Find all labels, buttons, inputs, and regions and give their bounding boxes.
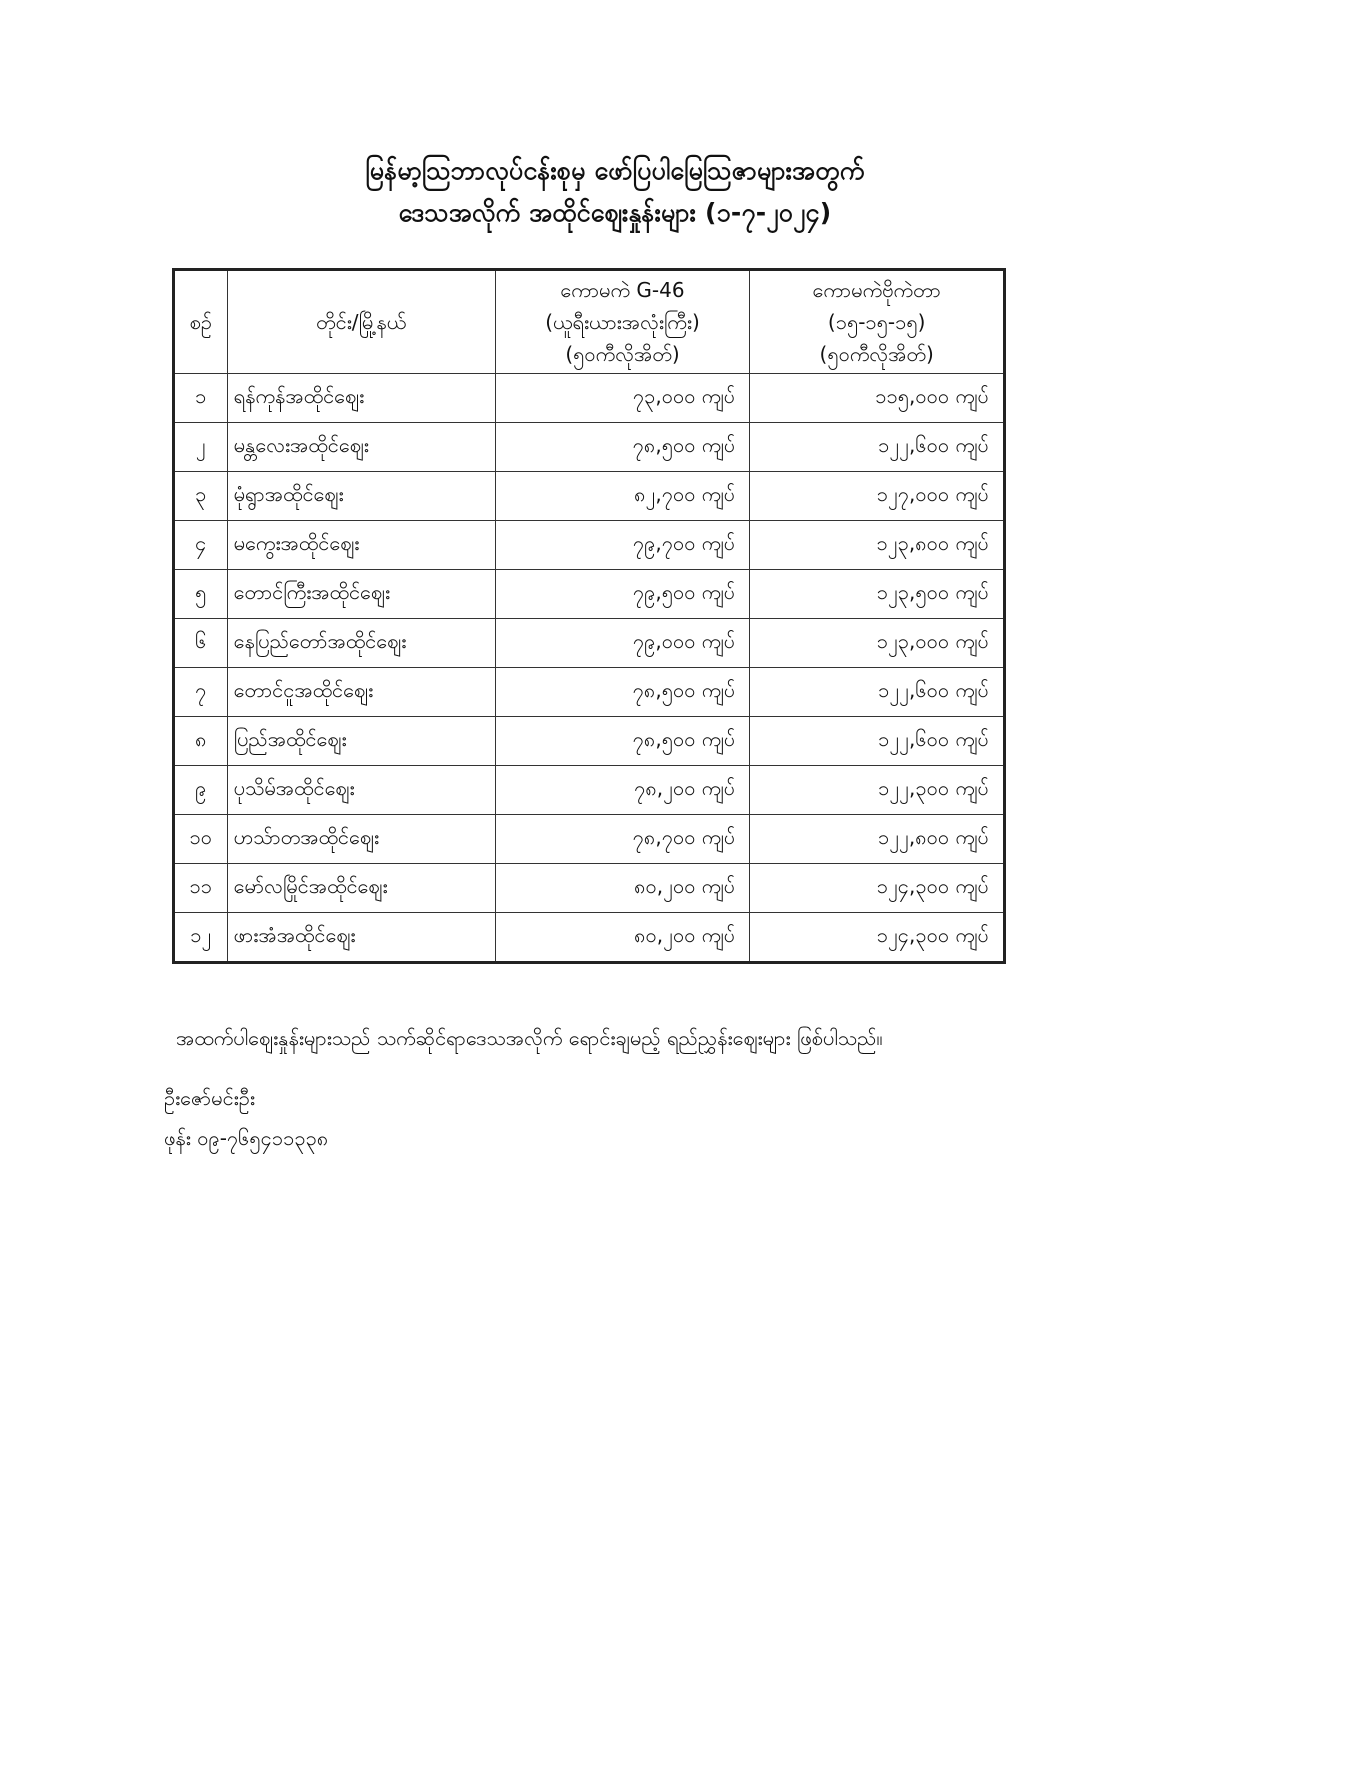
row-price-g46: ၈၀,၂၀၀ ကျပ်	[495, 864, 750, 913]
header-g46	[495, 270, 750, 374]
row-number: ၄	[174, 521, 228, 570]
row-price-compound: ၁၂၃,၅၀၀ ကျပ်	[750, 570, 1005, 619]
table-row	[174, 864, 1005, 913]
row-region: ပြည်အထိုင်ဈေး	[227, 717, 495, 766]
row-number: ၆	[174, 619, 228, 668]
note-text: အထက်ပါဈေးနှုန်းများသည် သက်ဆိုင်ရာဒေသအလိုက် ရောင်းချမည့် ရည်ညွှန်းဈေးများ ဖြစ်ပါသည်။	[176, 1026, 883, 1050]
table-header-row	[174, 270, 1005, 374]
row-number: ၉	[174, 766, 228, 815]
row-price-g46: ၇၈,၅၀၀ ကျပ်	[495, 668, 750, 717]
row-number: ၁၂	[174, 913, 228, 963]
row-price-compound: ၁၂၂,၃၀၀ ကျပ်	[750, 766, 1005, 815]
row-region: ဟသ်ာတအထိုင်ဈေး	[227, 815, 495, 864]
row-price-compound: ၁၂၄,၃၀၀ ကျပ်	[750, 864, 1005, 913]
row-region: မန္တလေးအထိုင်ဈေး	[227, 423, 495, 472]
row-number: ၁	[174, 374, 228, 423]
table-body	[174, 374, 1005, 963]
contact-name: ဦးဇော်မင်းဦး	[164, 1086, 255, 1110]
row-number: ၇	[174, 668, 228, 717]
row-region: မော်လမြိုင်အထိုင်ဈေး	[227, 864, 495, 913]
row-price-compound: ၁၂၄,၃၀၀ ကျပ်	[750, 913, 1005, 963]
row-price-g46: ၇၃,၀၀၀ ကျပ်	[495, 374, 750, 423]
row-price-compound: ၁၂၃,၀၀၀ ကျပ်	[750, 619, 1005, 668]
row-price-g46: ၇၈,၂၀၀ ကျပ်	[495, 766, 750, 815]
row-region: မကွေးအထိုင်ဈေး	[227, 521, 495, 570]
row-number: ၅	[174, 570, 228, 619]
table-row	[174, 766, 1005, 815]
row-price-g46: ၇၈,၅၀၀ ကျပ်	[495, 423, 750, 472]
table-row	[174, 668, 1005, 717]
row-price-compound: ၁၂၂,၆၀၀ ကျပ်	[750, 423, 1005, 472]
table-row	[174, 619, 1005, 668]
row-price-g46: ၇၉,၇၀၀ ကျပ်	[495, 521, 750, 570]
row-region: ဖားအံအထိုင်ဈေး	[227, 913, 495, 963]
table-row	[174, 472, 1005, 521]
row-price-compound: ၁၂၂,၈၀၀ ကျပ်	[750, 815, 1005, 864]
price-table	[172, 268, 1006, 964]
header-g46-line-1: ကောမကဲ G-46	[560, 278, 685, 302]
row-price-g46: ၇၉,၀၀၀ ကျပ်	[495, 619, 750, 668]
table-row	[174, 374, 1005, 423]
header-compound-line-2: (၁၅-၁၅-၁၅)	[827, 310, 926, 334]
row-price-compound: ၁၂၃,၈၀၀ ကျပ်	[750, 521, 1005, 570]
table-row	[174, 521, 1005, 570]
row-region: ပုသိမ်အထိုင်ဈေး	[227, 766, 495, 815]
row-region: ရန်ကုန်အထိုင်ဈေး	[227, 374, 495, 423]
document-title	[0, 150, 1230, 234]
row-price-compound: ၁၂၇,၀၀၀ ကျပ်	[750, 472, 1005, 521]
row-number: ၁၁	[174, 864, 228, 913]
row-price-g46: ၈၀,၂၀၀ ကျပ်	[495, 913, 750, 963]
table-row	[174, 423, 1005, 472]
row-price-compound: ၁၂၂,၆၀၀ ကျပ်	[750, 717, 1005, 766]
title-line-2: ဒေသအလိုက် အထိုင်ဈေးနှုန်းများ (၁-၇-၂၀၂၄)	[398, 198, 832, 227]
row-number: ၂	[174, 423, 228, 472]
table-row	[174, 717, 1005, 766]
header-compound	[750, 270, 1005, 374]
row-price-g46: ၇၉,၅၀၀ ကျပ်	[495, 570, 750, 619]
row-region: တောင်ကြီးအထိုင်ဈေး	[227, 570, 495, 619]
header-region: တိုင်း/မြို့နယ်	[227, 270, 495, 374]
row-price-compound: ၁၂၂,၆၀၀ ကျပ်	[750, 668, 1005, 717]
header-no: စဉ်	[174, 270, 228, 374]
header-g46-line-2: (ယူရီးယားအလုံးကြီး)	[545, 310, 700, 334]
row-price-g46: ၇၈,၅၀၀ ကျပ်	[495, 717, 750, 766]
header-g46-line-3: (၅၀ကီလိုအိတ်)	[565, 342, 680, 366]
row-price-g46: ၇၈,၇၀၀ ကျပ်	[495, 815, 750, 864]
row-number: ၈	[174, 717, 228, 766]
row-number: ၃	[174, 472, 228, 521]
row-region: နေပြည်တော်အထိုင်ဈေး	[227, 619, 495, 668]
table-row	[174, 913, 1005, 963]
row-price-g46: ၈၂,၇၀၀ ကျပ်	[495, 472, 750, 521]
row-region: တောင်ငူအထိုင်ဈေး	[227, 668, 495, 717]
table-row	[174, 570, 1005, 619]
title-line-1: မြန်မာ့သြဘာလုပ်ငန်းစုမှ ဖော်ပြပါမြေသြဇာများအတွက်	[365, 156, 865, 185]
row-region: မုံရွာအထိုင်ဈေး	[227, 472, 495, 521]
contact-phone: ဖုန်း ၀၉-၇၆၅၄၁၁၃၃၈	[164, 1126, 329, 1150]
header-compound-line-1: ကောမကဲဗိုကဲတာ	[812, 278, 941, 302]
table-row	[174, 815, 1005, 864]
contact-block	[164, 1078, 328, 1158]
row-price-compound: ၁၁၅,၀၀၀ ကျပ်	[750, 374, 1005, 423]
row-number: ၁၀	[174, 815, 228, 864]
header-compound-line-3: (၅၀ကီလိုအိတ်)	[819, 342, 934, 366]
